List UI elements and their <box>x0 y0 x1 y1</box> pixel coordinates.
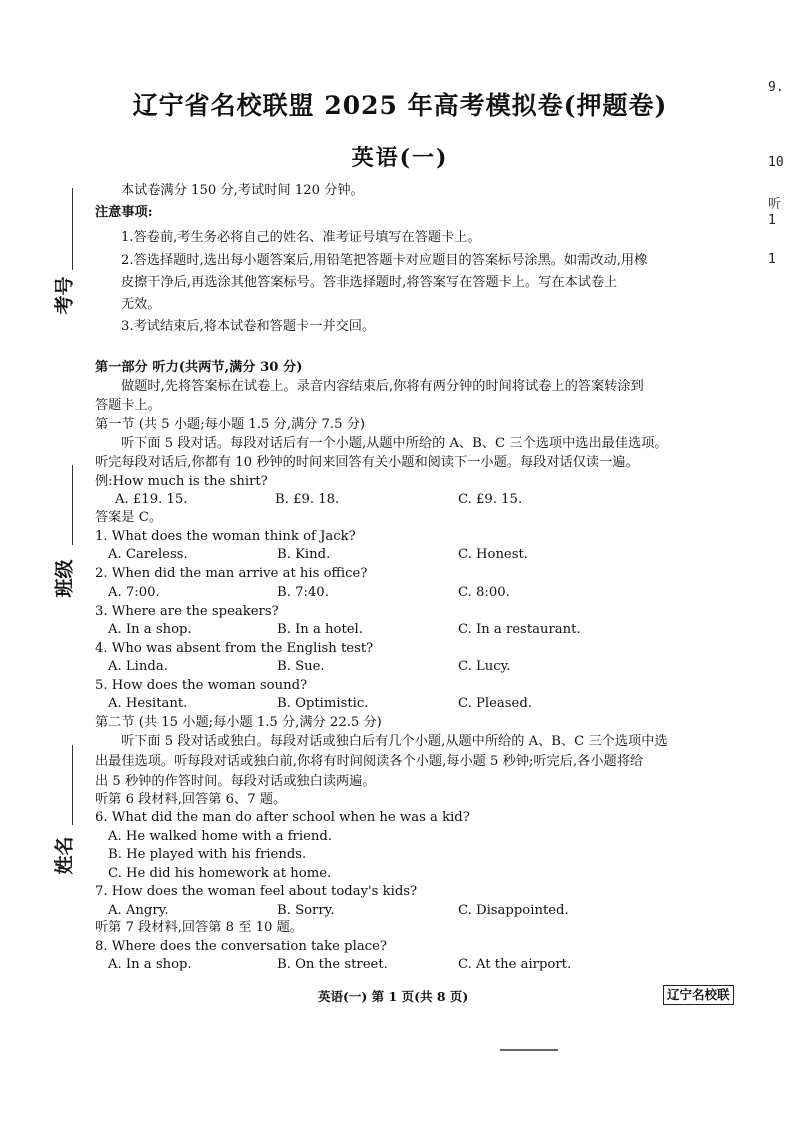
edge-fragment: 9. <box>768 80 784 95</box>
material-note: 听第 6 段材料,回答第 6、7 题。 <box>95 792 287 807</box>
section1-instruction: 听完每段对话后,你都有 10 秒钟的时间来回答有关小题和阅读下一小题。每段对话仅读一遍。 <box>95 455 639 470</box>
page-title: 辽宁省名校联盟 2025 年高考模拟卷(押题卷) <box>132 91 668 120</box>
page-footer: 英语(一) 第 1 页(共 8 页) <box>318 989 469 1004</box>
side-line-2 <box>72 465 73 545</box>
option: C. 8:00. <box>458 585 510 600</box>
option: A. Careless. <box>108 547 188 562</box>
notice-item: 2.答选择题时,选出每小题答案后,用铅笔把答题卡对应题目的答案标号涂黑。如需改动,用橡 <box>121 253 648 268</box>
option: B. He played with his friends. <box>108 847 307 862</box>
option: A. Hesitant. <box>108 696 188 711</box>
edge-fragment: 听 <box>768 197 782 212</box>
example-option: A. £19. 15. <box>115 492 188 507</box>
question: 5. How does the woman sound? <box>95 678 308 693</box>
example-answer: 答案是 C。 <box>95 510 163 525</box>
notice-item: 1.答卷前,考生务必将自己的姓名、准考证号填写在答题卡上。 <box>121 230 481 245</box>
side-line-top <box>72 188 73 270</box>
option: C. Honest. <box>458 547 529 562</box>
example-option: B. £9. 18. <box>275 492 340 507</box>
section2-heading: 第二节 (共 15 小题;每小题 1.5 分,满分 22.5 分) <box>95 715 382 730</box>
notice-item: 无效。 <box>121 297 161 312</box>
section2-instruction: 出 5 秒钟的作答时间。每段对话或独白读两遍。 <box>95 774 376 789</box>
option: C. Pleased. <box>458 696 532 711</box>
part1-heading: 第一部分 听力(共两节,满分 30 分) <box>95 360 303 375</box>
question: 3. Where are the speakers? <box>95 604 279 619</box>
question: 7. How does the woman feel about today's kids? <box>95 884 418 899</box>
side-line-3 <box>72 745 73 825</box>
question: 1. What does the woman think of Jack? <box>95 529 356 544</box>
example-option: C. £9. 15. <box>458 492 523 507</box>
scan-mark <box>500 1049 558 1051</box>
option: B. Sorry. <box>277 903 335 918</box>
option: A. Angry. <box>108 903 169 918</box>
section2-instruction: 出最佳选项。听每段对话或独白前,你将有时间阅读各个小题,每小题 5 秒钟;听完后,各小题将给 <box>95 754 644 769</box>
name-label: 姓名 <box>53 836 76 875</box>
option: B. Kind. <box>277 547 331 562</box>
question: 4. Who was absent from the English test? <box>95 641 374 656</box>
question: 8. Where does the conversation take place? <box>95 939 387 954</box>
question: 2. When did the man arrive at his office? <box>95 566 368 581</box>
question: 6. What did the man do after school when he was a kid? <box>95 810 470 825</box>
example-question: 例:How much is the shirt? <box>95 474 268 489</box>
option: C. Lucy. <box>458 659 511 674</box>
option: A. In a shop. <box>108 957 192 972</box>
option: B. 7:40. <box>277 585 329 600</box>
option: B. Sue. <box>277 659 325 674</box>
notice-title: 注意事项: <box>95 205 153 220</box>
option: C. In a restaurant. <box>458 622 581 637</box>
part1-instruction: 答题卡上。 <box>95 398 161 413</box>
brand-box: 辽宁名校联 <box>663 985 734 1005</box>
part1-instruction: 做题时,先将答案标在试卷上。录音内容结束后,你将有两分钟的时间将试卷上的答案转涂到 <box>121 379 644 394</box>
option: C. Disappointed. <box>458 903 569 918</box>
edge-fragment: 1 <box>768 252 776 267</box>
option: C. He did his homework at home. <box>108 866 332 881</box>
section1-heading: 第一节 (共 5 小题;每小题 1.5 分,满分 7.5 分) <box>95 417 366 432</box>
option: A. Linda. <box>108 659 168 674</box>
class-label: 班级 <box>53 559 76 598</box>
edge-fragment: 1 <box>768 213 776 228</box>
option: B. Optimistic. <box>277 696 369 711</box>
notice-item: 皮擦干净后,再选涂其他答案标号。答非选择题时,将答案写在答题卡上。写在本试卷上 <box>121 275 618 290</box>
option: B. On the street. <box>277 957 388 972</box>
option: B. In a hotel. <box>277 622 363 637</box>
option: A. He walked home with a friend. <box>108 829 333 844</box>
section1-instruction: 听下面 5 段对话。每段对话后有一个小题,从题中所给的 A、B、C 三个选项中选出最佳选项。 <box>121 436 668 451</box>
option: A. 7:00. <box>108 585 160 600</box>
option: A. In a shop. <box>108 622 192 637</box>
edge-fragment: 10 <box>768 155 784 170</box>
material-note: 听第 7 段材料,回答第 8 至 10 题。 <box>95 920 303 935</box>
notice-item: 3.考试结束后,将本试卷和答题卡一并交回。 <box>121 319 376 334</box>
score-line: 本试卷满分 150 分,考试时间 120 分钟。 <box>121 183 364 198</box>
exam-no-label: 考号 <box>53 276 76 315</box>
page-subtitle: 英语(一) <box>351 145 449 171</box>
section2-instruction: 听下面 5 段对话或独白。每段对话或独白后有几个小题,从题中所给的 A、B、C 三个选项中选 <box>121 734 668 749</box>
option: C. At the airport. <box>458 957 572 972</box>
